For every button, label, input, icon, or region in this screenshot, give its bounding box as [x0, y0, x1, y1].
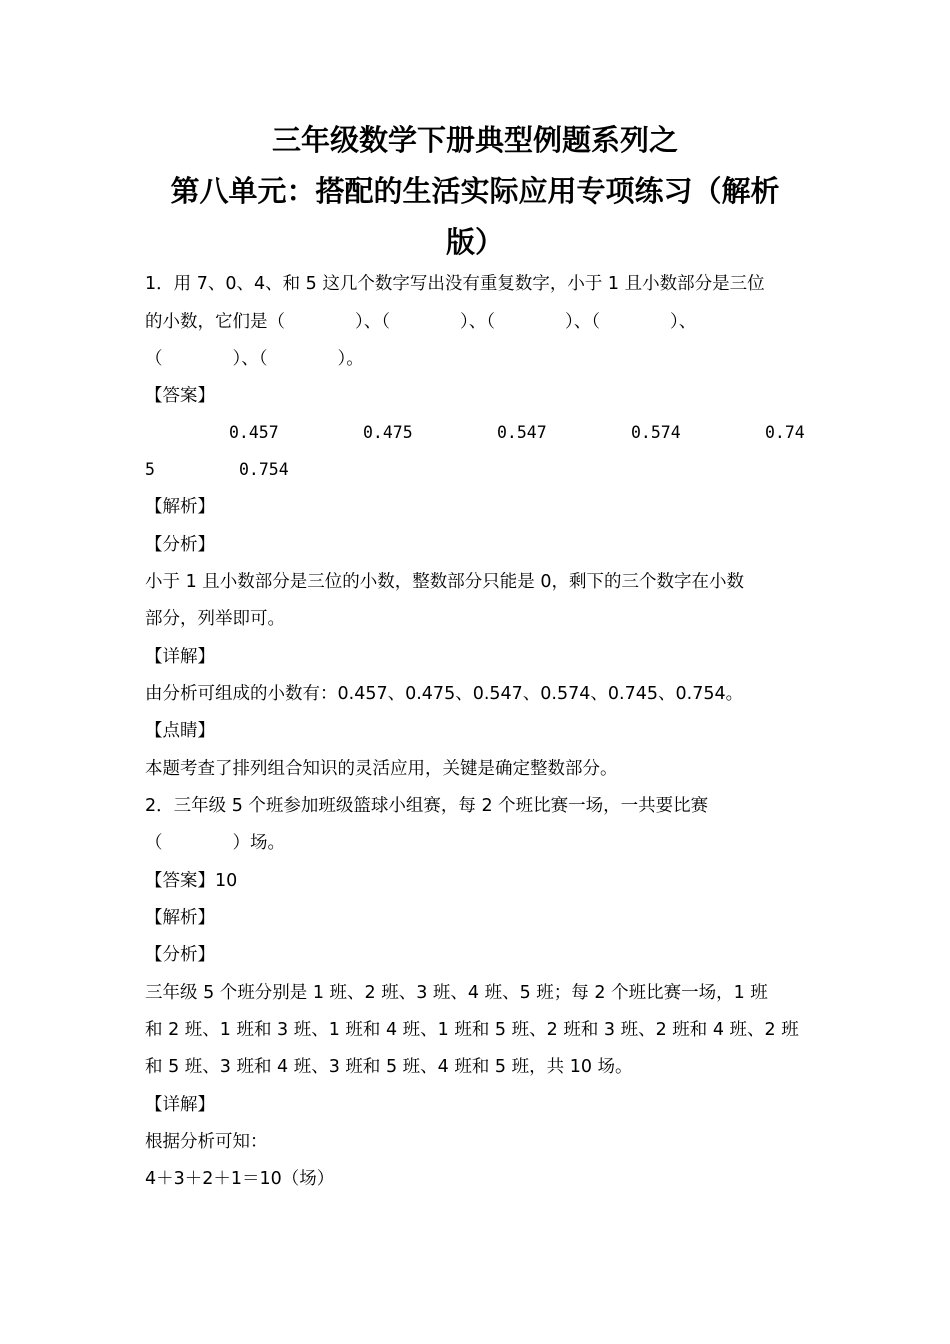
title-line-1: 三年级数学下册典型例题系列之: [271, 123, 678, 157]
q2-xiangjie-tag: 【详解】: [145, 1095, 215, 1115]
q2-fenxi-line-2: 和 2 班、1 班和 3 班、1 班和 4 班、1 班和 5 班、2 班和 3 班、2 班和 4 班、2 班: [145, 1020, 799, 1040]
q1-answer-value: 0.475: [363, 423, 413, 442]
q2-stem-line-1: 2．三年级 5 个班参加班级篮球小组赛，每 2 个班比赛一场，一共要比赛: [145, 796, 709, 816]
q2-answer: 【答案】10: [145, 871, 238, 891]
q1-xiangjie-tag: 【详解】: [145, 647, 215, 667]
q1-fenxi-tag: 【分析】: [145, 535, 215, 555]
q2-fenxi-tag: 【分析】: [145, 945, 215, 965]
q1-stem-line-3: （ ）、（ ）。: [145, 349, 364, 369]
title-line-2: 第八单元：搭配的生活实际应用专项练习（解析: [170, 174, 780, 208]
title-line-3: 版）: [445, 225, 504, 259]
q1-answer-value: 0.74: [765, 423, 805, 442]
q1-answer-value: 0.547: [497, 423, 547, 442]
q2-fenxi-line-1: 三年级 5 个班分别是 1 班、2 班、3 班、4 班、5 班；每 2 个班比赛一场，1 班: [145, 983, 768, 1003]
q2-xiangjie-line-1: 根据分析可知：: [145, 1132, 268, 1152]
q1-xiangjie-text: 由分析可组成的小数有：0.457、0.475、0.547、0.574、0.745、0.754。: [145, 684, 744, 704]
q2-fenxi-line-3: 和 5 班、3 班和 4 班、3 班和 5 班、4 班和 5 班，共 10 场。: [145, 1057, 633, 1077]
q1-answer-value: 0.574: [631, 423, 681, 442]
q1-stem-line-1: 1．用 7、0、4、和 5 这几个数字写出没有重复数字，小于 1 且小数部分是三位: [145, 274, 765, 294]
q2-xiangjie-line-2: 4＋3＋2＋1＝10（场）: [145, 1169, 335, 1189]
q1-answer-tag: 【答案】: [145, 386, 215, 406]
q1-stem-line-2: 的小数，它们是（ ）、（ ）、（ ）、（ ）、: [145, 312, 697, 332]
q2-jiexi-tag: 【解析】: [145, 908, 215, 928]
q1-answer-value: 0.754: [239, 460, 289, 479]
q1-fenxi-line-2: 部分，列举即可。: [145, 609, 285, 629]
q2-stem-line-2: （ ）场。: [145, 833, 285, 853]
q1-answer-value: 5: [145, 460, 155, 479]
q1-answer-value: 0.457: [229, 423, 279, 442]
q1-jiexi-tag: 【解析】: [145, 497, 215, 517]
q1-dianjing-tag: 【点睛】: [145, 721, 215, 741]
q1-fenxi-line-1: 小于 1 且小数部分是三位的小数，整数部分只能是 0，剩下的三个数字在小数: [145, 572, 744, 592]
q1-dianjing-text: 本题考查了排列组合知识的灵活应用，关键是确定整数部分。: [145, 759, 618, 779]
